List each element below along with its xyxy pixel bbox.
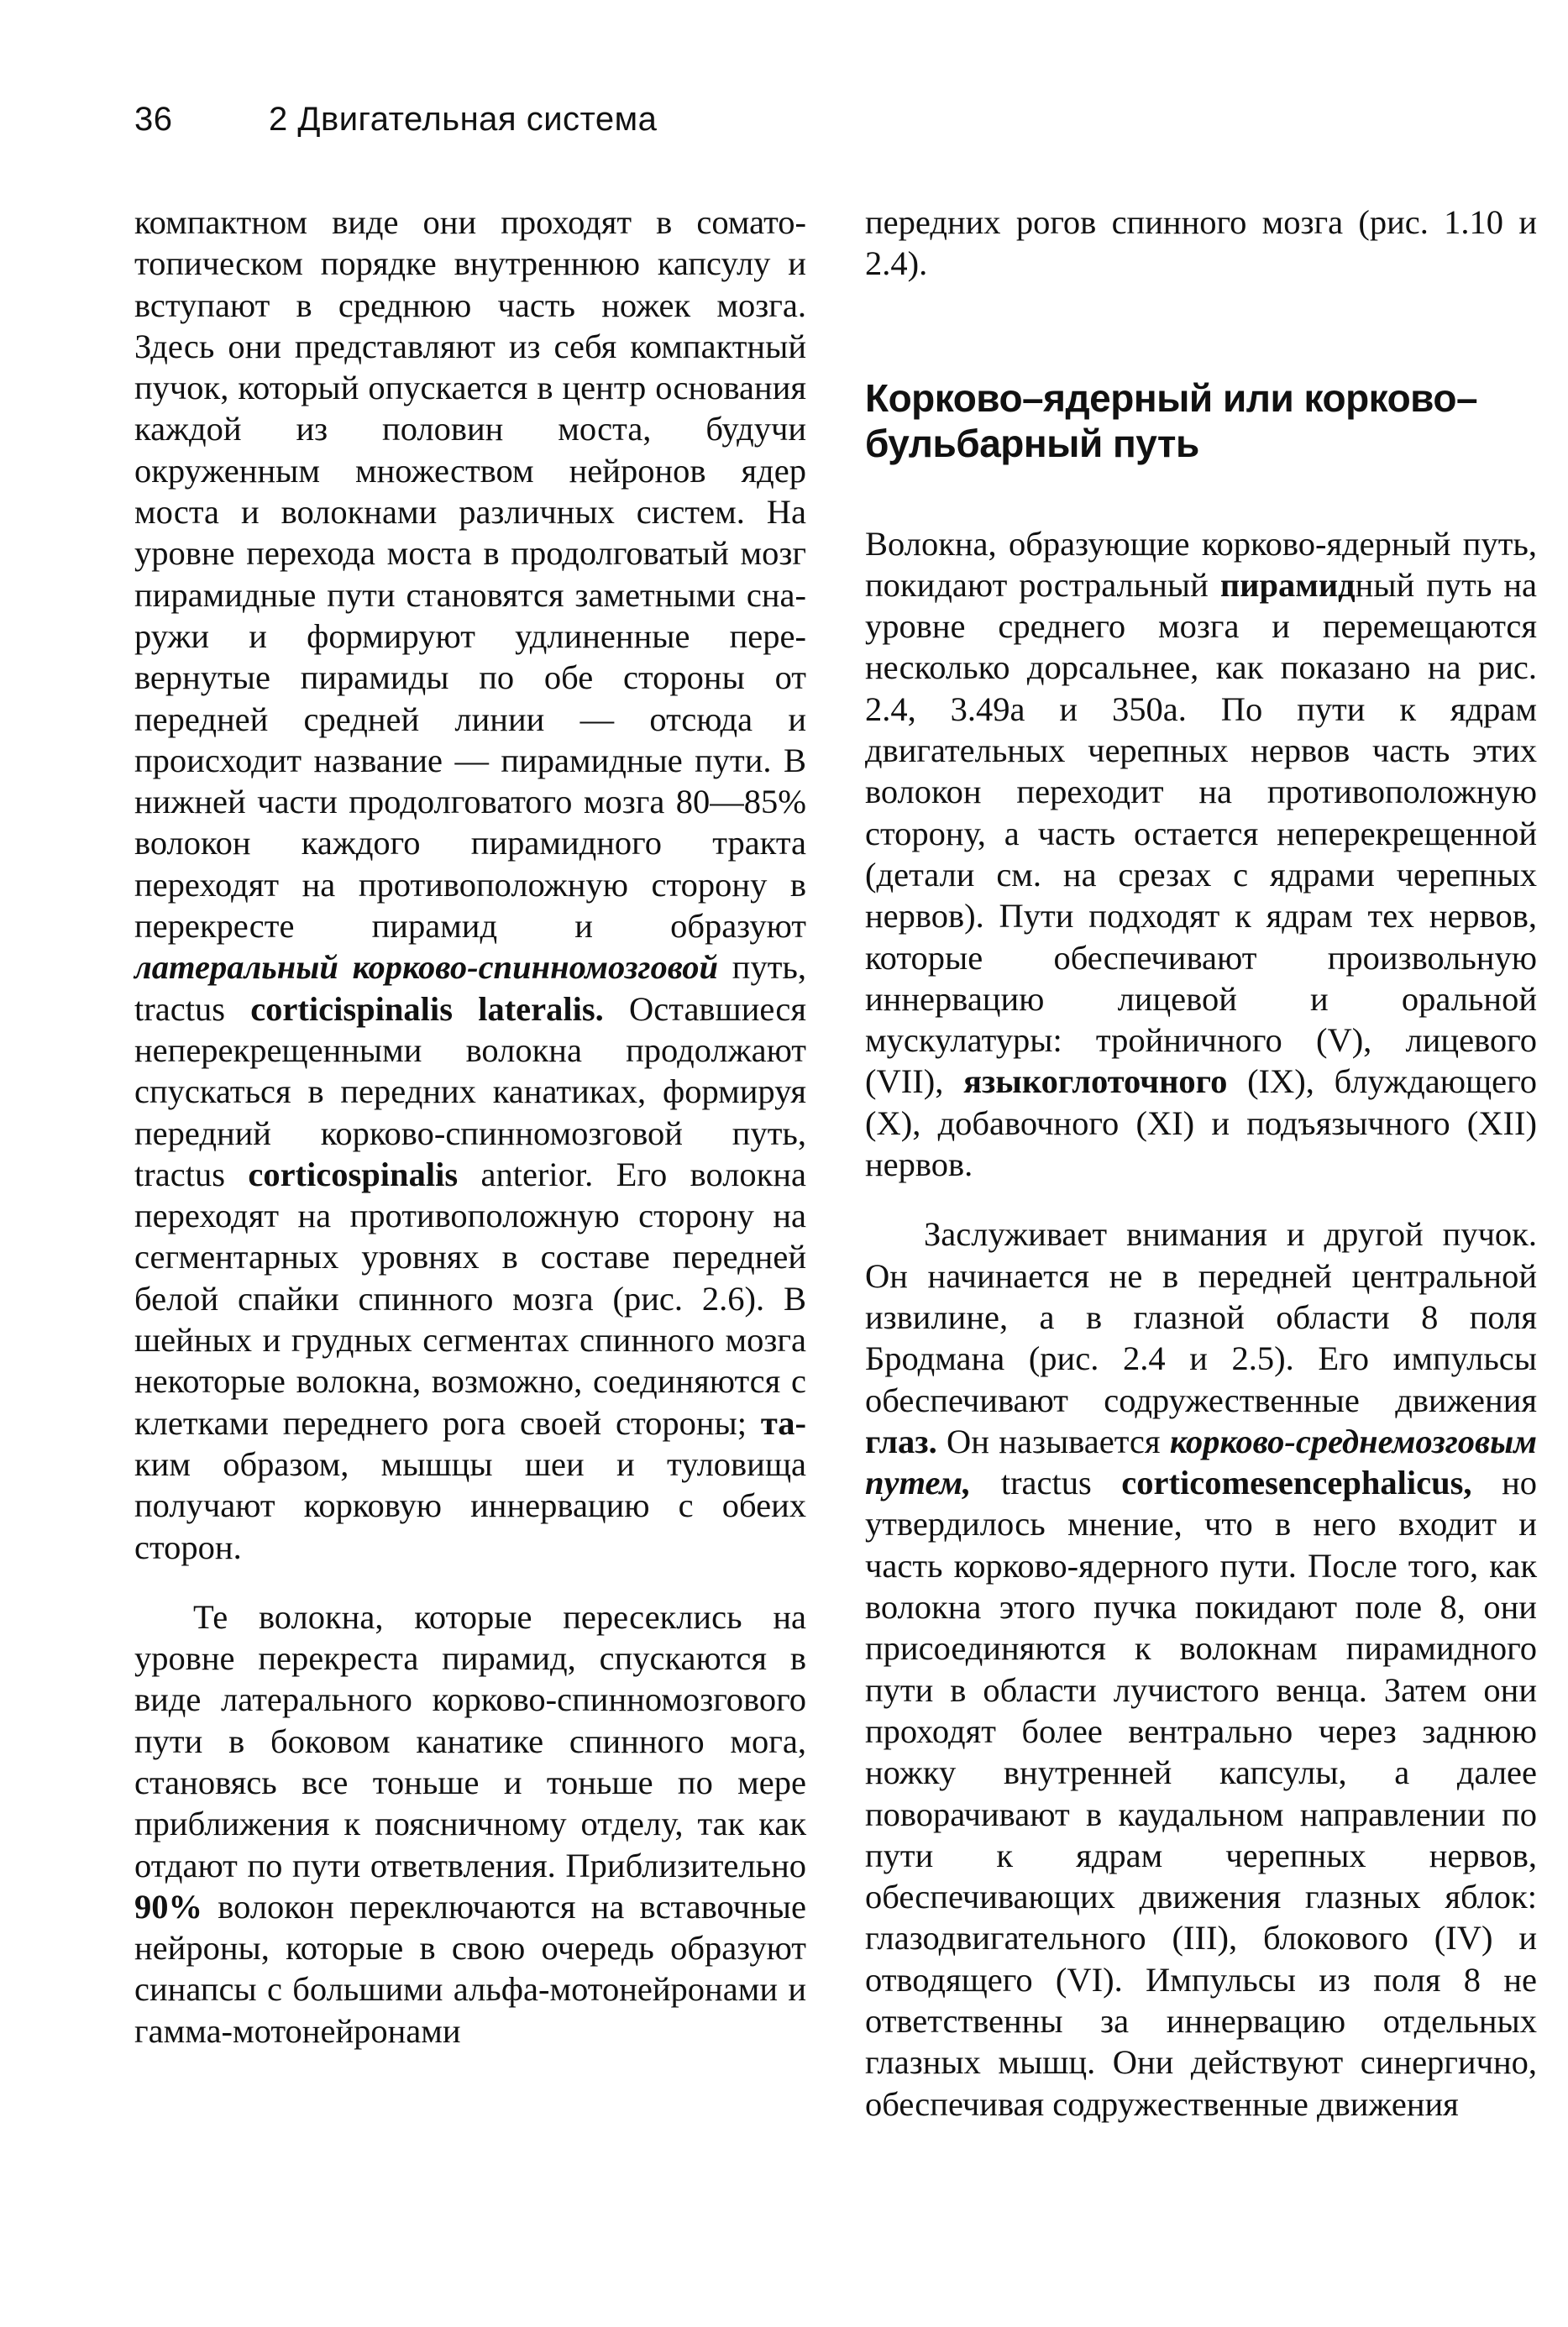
text-run: волокон переключаются на вставочные нейроны, которые в свою очередь образуют синапсы с большими альфа-мотонейронами и гамма-мотонейронами [134, 1887, 806, 2050]
bold-term: corticomesencephalicus, [1121, 1464, 1472, 1502]
bold-term: пирамид [1219, 565, 1356, 604]
text-run: Те волокна, которые пересеклись на уровне перекреста пирамид, спускаются в виде латерального корково-спинномозгового пути в боковом канатике спинного мога, становясь все тоньше и тоньше по мере приближения к поясничному отделу, так как отдают по пути ответвления. Приблизительно [134, 1597, 806, 1884]
italic-term: латеральный корково-спинномозговой [134, 948, 719, 987]
bold-term: corticospinalis [248, 1155, 459, 1193]
text-run: Заслуживает внимания и другой пучок. Он начинается не в передней центральной извилине, а в глазной области 8 поля Бродмана (рис. 2.4 и 2.5). Его импульсы обеспечивают содружественные движения [865, 1215, 1537, 1419]
bold-term: глаз. [865, 1422, 937, 1460]
text-run: путь, tractus [134, 948, 806, 1028]
page-header [134, 99, 657, 139]
text-run: ким образом, мышцы шеи и туловища получают корковую иннервацию с обеих сторон. [134, 1444, 806, 1566]
page-number: 36 [134, 101, 173, 138]
text-run: компактном виде они проходят в соматотопическом порядке внутреннюю капсулу и вступают в среднюю часть ножек мозга. Здесь они представляют из себя компактный пучок, который опускается в центр основания каждой из половин моста, будучи окруженным множеством нейронов ядер моста и волокнами различных систем. На уровне перехода моста в продолговатый мозг пирамидные пути становятся заметными снаружи и формируют удлиненные перевернутые пирамиды по обе стороны от передней средней линии — отсюда и происходит название — пирамидные пути. В нижней части продолговатого мозга 80—85% волокон каждого пирамидного тракта переходят на противоположную сторону в перекресте пирамид и образуют [134, 203, 806, 946]
bold-term: corticispinalis lateralis. [250, 989, 604, 1028]
bold-term: та [760, 1403, 806, 1442]
text-run: Волокна, образующие корково-ядерный путь, покидают ростральный [865, 524, 1537, 604]
text-run: tractus [971, 1464, 1122, 1502]
chapter-title: 2 Двигательная система [269, 101, 658, 138]
italic-term: корково-среднемозговым путем, [865, 1422, 1537, 1502]
paragraph [134, 202, 806, 1568]
text-run: ный путь на уровне среднего мозга и перемещаются несколько дорсальнее, как показано на рис. 2.4, 3.49а и 350а. По пути к ядрам двигательных черепных нервов часть этих волокон переходит на противоположную сторону, а часть остается неперекрещенной (детали см. на срезах с ядрами черепных нервов). Пути подходят к ядрам тех нервов, которые обеспечивают произвольную иннервацию лицевой и оральной мускулатуры: тройничного (V), лицевого (VII), [865, 565, 1537, 1101]
text-run: но утвердилось мнение, что в него входит и часть корково-ядерного пути. После того, как волокна этого пучка покидают поле 8, они присоединяются к волокнам пирамидного пути в области лучистого венца. Затем они проходят более вентрально через заднюю ножку внутренней капсулы, а далее поворачивают в каудальном направлении по пути к ядрам черепных нервов, обеспечивающих движения глазных яблок: глазодвигательного (III), блокового (IV) и отводящего (VI). Импульсы из поля 8 не ответственны за иннервацию отдельных глазных мышц. Они действуют синергично, обеспечивая содружественные движения [865, 1464, 1537, 2123]
text-run: (IX), блуждающего (X), добавочного (XI) и подъязычного (XII) нервов. [865, 1062, 1537, 1184]
text-run: anterior. Его волокна переходят на противоположную сторону на сегментарных уровнях в составе передней белой спайки спинного мозга (рис. 2.6). В шейных и грудных сегментах спинного мозга некоторые волокна, возможно, соединяются с клетками переднего рога своей стороны; [134, 1155, 806, 1442]
paragraph [865, 1213, 1537, 2125]
paragraph [865, 523, 1537, 1186]
left-column [134, 202, 806, 2052]
paragraph: передних рогов спинного мозга (рис. 1.10 и 2.4). [865, 203, 1537, 283]
section-heading: Корково–ядерный или корково–бульбарный путь [865, 375, 1478, 465]
bold-term: языкоглоточного [963, 1062, 1228, 1101]
text-run: Он называется [936, 1422, 1170, 1460]
text-run: Оставшиеся неперекрещенными волокна продолжают спускаться в передних канатиках, формируя передний корково-спинномозговой путь, tractus [134, 989, 806, 1193]
right-column [865, 202, 1537, 2125]
bold-term: 90% [134, 1887, 202, 1926]
paragraph [134, 1596, 806, 2052]
